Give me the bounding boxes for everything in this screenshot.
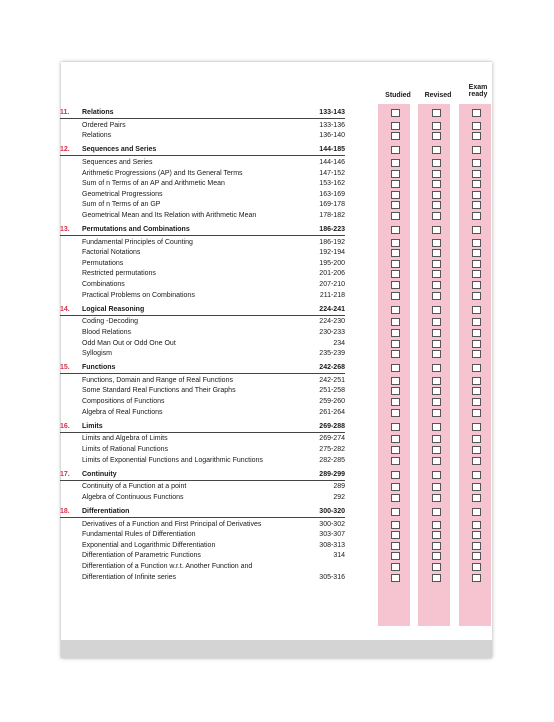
topic-pages: 305-316 — [319, 573, 345, 581]
topic-row — [0, 291, 554, 301]
topic-pages: 261-264 — [319, 408, 345, 416]
exam-ready-checkbox[interactable] — [472, 122, 481, 130]
topic-title: Sequences and Series — [82, 158, 153, 166]
topic-row — [0, 562, 554, 572]
topic-pages: 178-182 — [319, 211, 345, 219]
studied-checkbox[interactable] — [391, 340, 400, 348]
topic-pages: 259-260 — [319, 398, 345, 405]
revised-checkbox[interactable] — [432, 329, 441, 337]
exam-ready-checkbox[interactable] — [472, 494, 481, 502]
revised-checkbox[interactable] — [432, 306, 441, 314]
topic-row — [0, 190, 554, 200]
topic-title: Algebra of Continuous Functions — [82, 493, 184, 501]
exam-ready-checkbox[interactable] — [472, 483, 481, 491]
topic-title: Geometrical Mean and Its Relation with Arithmetic Mean — [82, 211, 257, 219]
topic-pages: 230-233 — [319, 328, 345, 336]
topic-pages: 211-218 — [319, 291, 345, 299]
revised-checkbox[interactable] — [432, 132, 441, 140]
topic-title: Some Standard Real Functions and Their Graphs — [82, 387, 236, 395]
topic-row — [0, 573, 554, 583]
section-pages: 144-185 — [319, 146, 345, 154]
exam-ready-checkbox[interactable] — [472, 201, 481, 209]
revised-checkbox[interactable] — [432, 552, 441, 560]
topic-row — [0, 482, 554, 492]
studied-checkbox[interactable] — [391, 170, 400, 178]
revised-checkbox[interactable] — [432, 409, 441, 417]
section-underline — [60, 118, 345, 119]
exam-ready-checkbox[interactable] — [472, 531, 481, 539]
section-title: Relations — [82, 109, 114, 116]
revised-checkbox[interactable] — [432, 508, 441, 516]
revised-checkbox[interactable] — [432, 239, 441, 247]
exam-ready-checkbox[interactable] — [472, 239, 481, 247]
exam-ready-checkbox[interactable] — [472, 542, 481, 550]
topic-title: Limits and Algebra of Limits — [82, 435, 168, 443]
studied-checkbox[interactable] — [391, 329, 400, 337]
exam-ready-checkbox[interactable] — [472, 132, 481, 140]
topic-row — [0, 169, 554, 179]
topic-pages: 224-230 — [319, 318, 345, 326]
topic-title: Geometrical Progressions — [82, 190, 163, 198]
topic-row — [0, 397, 554, 407]
exam-ready-checkbox[interactable] — [472, 446, 481, 454]
studied-checkbox[interactable] — [391, 446, 400, 454]
topic-row — [0, 211, 554, 221]
studied-checkbox[interactable] — [391, 270, 400, 278]
revised-checkbox[interactable] — [432, 260, 441, 268]
revised-checkbox[interactable] — [432, 521, 441, 529]
revised-checkbox[interactable] — [432, 574, 441, 582]
revised-checkbox[interactable] — [432, 212, 441, 220]
exam-ready-checkbox[interactable] — [472, 212, 481, 220]
section-underline — [60, 373, 345, 374]
topic-title: Fundamental Rules of Differentiation — [82, 531, 196, 539]
topic-title: Continuity of a Function at a point — [82, 483, 187, 491]
topic-pages: 133-136 — [319, 121, 345, 129]
topic-pages: 235-239 — [319, 350, 345, 358]
topic-title: Functions, Domain and Range of Real Functions — [82, 376, 233, 384]
topic-pages: 201-206 — [319, 270, 345, 278]
studied-checkbox[interactable] — [391, 122, 400, 130]
topic-title: Combinations — [82, 281, 125, 288]
studied-checkbox[interactable] — [391, 191, 400, 199]
exam-ready-checkbox[interactable] — [472, 387, 481, 395]
topic-row — [0, 349, 554, 359]
exam-ready-checkbox[interactable] — [472, 435, 481, 443]
studied-checkbox[interactable] — [391, 180, 400, 188]
topic-pages: 163-169 — [319, 190, 345, 198]
section-row — [0, 470, 554, 480]
studied-checkbox[interactable] — [391, 159, 400, 167]
exam-ready-checkbox[interactable] — [472, 508, 481, 516]
topic-pages: 234 — [333, 339, 345, 347]
studied-checkbox[interactable] — [391, 146, 400, 154]
revised-checkbox[interactable] — [432, 226, 441, 234]
topic-title: Ordered Pairs — [82, 121, 126, 129]
section-pages: 242-268 — [319, 364, 345, 372]
exam-ready-checkbox[interactable] — [472, 318, 481, 326]
section-pages: 269-288 — [319, 422, 345, 430]
topic-title: Odd Man Out or Odd One Out — [82, 339, 176, 347]
section-number: 12. — [60, 146, 70, 154]
revised-checkbox[interactable] — [432, 542, 441, 550]
topic-row — [0, 530, 554, 540]
exam-ready-checkbox[interactable] — [472, 364, 481, 372]
studied-checkbox[interactable] — [391, 212, 400, 220]
revised-checkbox[interactable] — [432, 350, 441, 358]
topic-pages: 153-162 — [319, 180, 345, 188]
studied-checkbox[interactable] — [391, 260, 400, 268]
topic-pages: 251-258 — [319, 387, 345, 395]
topic-title: Factorial Notations — [82, 249, 141, 257]
topic-pages: 169-178 — [319, 201, 345, 209]
studied-checkbox[interactable] — [391, 201, 400, 209]
section-row — [0, 363, 554, 373]
exam-ready-checkbox[interactable] — [472, 109, 481, 117]
studied-checkbox[interactable] — [391, 471, 400, 479]
revised-checkbox[interactable] — [432, 270, 441, 278]
section-row — [0, 422, 554, 432]
studied-checkbox[interactable] — [391, 306, 400, 314]
topic-row — [0, 339, 554, 349]
revised-checkbox[interactable] — [432, 494, 441, 502]
studied-checkbox[interactable] — [391, 387, 400, 395]
topic-row — [0, 238, 554, 248]
studied-checkbox[interactable] — [391, 552, 400, 560]
topic-pages: 207-210 — [319, 281, 345, 288]
topic-pages: 308-313 — [319, 541, 345, 549]
section-number: 11. — [60, 109, 70, 116]
studied-checkbox[interactable] — [391, 531, 400, 539]
revised-checkbox[interactable] — [432, 146, 441, 154]
topic-pages: 269-274 — [319, 435, 345, 443]
topic-title: Sum of n Terms of an GP — [82, 201, 161, 209]
exam-ready-checkbox[interactable] — [472, 329, 481, 337]
topic-row — [0, 434, 554, 444]
studied-checkbox[interactable] — [391, 435, 400, 443]
revised-checkbox[interactable] — [432, 377, 441, 385]
section-title: Differentiation — [82, 507, 130, 515]
topic-title: Relations — [82, 132, 112, 140]
exam-ready-checkbox[interactable] — [472, 170, 481, 178]
section-title: Sequences and Series — [82, 146, 157, 154]
topic-pages: 282-285 — [319, 456, 345, 464]
studied-checkbox[interactable] — [391, 574, 400, 582]
studied-checkbox[interactable] — [391, 457, 400, 465]
revised-checkbox[interactable] — [432, 318, 441, 326]
section-row — [0, 305, 554, 315]
studied-checkbox[interactable] — [391, 292, 400, 300]
section-number: 13. — [60, 226, 70, 233]
topic-title: Differentiation of Parametric Functions — [82, 552, 201, 560]
revised-checkbox[interactable] — [432, 483, 441, 491]
revised-checkbox[interactable] — [432, 170, 441, 178]
topic-title: Arithmetic Progressions (AP) and Its General Terms — [82, 169, 243, 177]
topic-row — [0, 121, 554, 131]
section-row — [0, 108, 554, 118]
topic-row — [0, 158, 554, 168]
revised-checkbox[interactable] — [432, 191, 441, 199]
section-underline — [60, 517, 345, 518]
topic-pages: 186-192 — [319, 238, 345, 246]
topic-row — [0, 280, 554, 290]
section-pages: 300-320 — [319, 507, 345, 515]
studied-checkbox[interactable] — [391, 350, 400, 358]
exam-ready-checkbox[interactable] — [472, 457, 481, 465]
exam-ready-checkbox[interactable] — [472, 270, 481, 278]
topic-row — [0, 269, 554, 279]
topic-title: Practical Problems on Combinations — [82, 291, 195, 299]
section-title: Functions — [82, 364, 116, 372]
studied-checkbox[interactable] — [391, 226, 400, 234]
topic-title: Algebra of Real Functions — [82, 408, 163, 416]
topic-pages: 242-251 — [319, 376, 345, 384]
exam-ready-checkbox[interactable] — [472, 563, 481, 571]
studied-checkbox[interactable] — [391, 239, 400, 247]
exam-ready-checkbox[interactable] — [472, 409, 481, 417]
revised-checkbox[interactable] — [432, 292, 441, 300]
studied-checkbox[interactable] — [391, 132, 400, 140]
section-number: 17. — [60, 470, 70, 478]
topic-pages: 136-140 — [319, 132, 345, 140]
section-underline — [60, 315, 345, 316]
section-title: Limits — [82, 422, 103, 430]
topic-row — [0, 328, 554, 338]
exam-ready-checkbox[interactable] — [472, 552, 481, 560]
studied-checkbox[interactable] — [391, 377, 400, 385]
revised-checkbox[interactable] — [432, 159, 441, 167]
studied-checkbox[interactable] — [391, 281, 400, 289]
topic-title: Differentiation of a Function w.r.t. Another Function and — [82, 562, 253, 570]
studied-checkbox[interactable] — [391, 542, 400, 550]
topic-row — [0, 445, 554, 455]
exam-ready-checkbox[interactable] — [472, 574, 481, 582]
topic-title: Fundamental Principles of Counting — [82, 238, 193, 246]
studied-checkbox[interactable] — [391, 521, 400, 529]
revised-checkbox[interactable] — [432, 471, 441, 479]
topic-title: Restricted permutations — [82, 270, 156, 278]
topic-pages: 300-302 — [319, 520, 345, 528]
column-header-exam-ready: Exam ready — [468, 84, 488, 98]
topic-pages: 192-194 — [319, 249, 345, 257]
revised-checkbox[interactable] — [432, 398, 441, 406]
topic-pages: 144-146 — [319, 158, 345, 166]
section-pages: 186-223 — [319, 226, 345, 233]
exam-ready-checkbox[interactable] — [472, 471, 481, 479]
topic-title: Limits of Rational Functions — [82, 445, 168, 453]
topic-row — [0, 551, 554, 561]
exam-ready-checkbox[interactable] — [472, 423, 481, 431]
section-title: Continuity — [82, 470, 117, 478]
topic-title: Permutations — [82, 259, 124, 267]
revised-checkbox[interactable] — [432, 457, 441, 465]
revised-checkbox[interactable] — [432, 446, 441, 454]
section-row — [0, 225, 554, 235]
studied-checkbox[interactable] — [391, 249, 400, 257]
page-footer-band — [61, 640, 492, 658]
section-row — [0, 507, 554, 517]
section-underline — [60, 480, 345, 481]
topic-row — [0, 179, 554, 189]
topic-row — [0, 541, 554, 551]
studied-checkbox[interactable] — [391, 494, 400, 502]
section-number: 15. — [60, 364, 70, 372]
exam-ready-checkbox[interactable] — [472, 159, 481, 167]
topic-row — [0, 386, 554, 396]
exam-ready-checkbox[interactable] — [472, 377, 481, 385]
topic-title: Sum of n Terms of an AP and Arithmetic Mean — [82, 180, 225, 188]
topic-row — [0, 200, 554, 210]
studied-checkbox[interactable] — [391, 423, 400, 431]
topic-title: Compositions of Functions — [82, 398, 165, 405]
topic-row — [0, 520, 554, 530]
revised-checkbox[interactable] — [432, 435, 441, 443]
exam-ready-checkbox[interactable] — [472, 191, 481, 199]
column-header-revised: Revised — [424, 92, 452, 99]
revised-checkbox[interactable] — [432, 423, 441, 431]
section-underline — [60, 155, 345, 156]
studied-checkbox[interactable] — [391, 398, 400, 406]
studied-checkbox[interactable] — [391, 508, 400, 516]
topic-row — [0, 408, 554, 418]
exam-ready-checkbox[interactable] — [472, 146, 481, 154]
topic-pages: 303-307 — [319, 531, 345, 539]
topic-pages: 314 — [333, 552, 345, 560]
revised-checkbox[interactable] — [432, 249, 441, 257]
revised-checkbox[interactable] — [432, 340, 441, 348]
studied-checkbox[interactable] — [391, 563, 400, 571]
section-title: Logical Reasoning — [82, 305, 145, 313]
revised-checkbox[interactable] — [432, 281, 441, 289]
section-number: 14. — [60, 305, 70, 313]
topic-pages: 292 — [333, 493, 345, 501]
studied-checkbox[interactable] — [391, 318, 400, 326]
revised-checkbox[interactable] — [432, 122, 441, 130]
studied-checkbox[interactable] — [391, 409, 400, 417]
topic-title: Exponential and Logarithmic Differentiation — [82, 541, 216, 549]
studied-checkbox[interactable] — [391, 109, 400, 117]
topic-row — [0, 248, 554, 258]
revised-checkbox[interactable] — [432, 531, 441, 539]
topic-row — [0, 456, 554, 466]
revised-checkbox[interactable] — [432, 180, 441, 188]
topic-title: Syllogism — [82, 350, 112, 358]
revised-checkbox[interactable] — [432, 364, 441, 372]
revised-checkbox[interactable] — [432, 201, 441, 209]
exam-ready-checkbox[interactable] — [472, 180, 481, 188]
revised-checkbox[interactable] — [432, 109, 441, 117]
topic-row — [0, 131, 554, 141]
section-title: Permutations and Combinations — [82, 226, 190, 233]
column-header-studied: Studied — [385, 92, 411, 99]
topic-pages: 289 — [333, 483, 345, 491]
exam-ready-checkbox[interactable] — [472, 226, 481, 234]
exam-ready-checkbox[interactable] — [472, 306, 481, 314]
topic-row — [0, 259, 554, 269]
section-underline — [60, 432, 345, 433]
studied-checkbox[interactable] — [391, 364, 400, 372]
section-pages: 289-299 — [319, 470, 345, 478]
exam-ready-checkbox[interactable] — [472, 350, 481, 358]
studied-checkbox[interactable] — [391, 483, 400, 491]
exam-ready-checkbox[interactable] — [472, 281, 481, 289]
topic-pages: 275-282 — [319, 445, 345, 453]
section-number: 18. — [60, 507, 70, 515]
exam-ready-checkbox[interactable] — [472, 260, 481, 268]
topic-title: Coding -Decoding — [82, 318, 139, 326]
exam-ready-checkbox[interactable] — [472, 249, 481, 257]
revised-checkbox[interactable] — [432, 563, 441, 571]
section-pages: 224-241 — [319, 305, 345, 313]
revised-checkbox[interactable] — [432, 387, 441, 395]
topic-title: Differentiation of Infinite series — [82, 573, 177, 581]
exam-ready-checkbox[interactable] — [472, 521, 481, 529]
topic-title: Blood Relations — [82, 328, 132, 336]
exam-ready-checkbox[interactable] — [472, 292, 481, 300]
exam-ready-checkbox[interactable] — [472, 398, 481, 406]
topic-pages: 147-152 — [319, 169, 345, 177]
topic-row — [0, 376, 554, 386]
topic-title: Derivatives of a Function and First Principal of Derivatives — [82, 520, 262, 528]
exam-ready-checkbox[interactable] — [472, 340, 481, 348]
section-pages: 133-143 — [319, 109, 345, 116]
topic-row — [0, 493, 554, 503]
topic-row — [0, 317, 554, 327]
section-row — [0, 145, 554, 155]
section-number: 16. — [60, 422, 70, 430]
topic-pages: 195-200 — [319, 259, 345, 267]
section-underline — [60, 235, 345, 236]
topic-title: Limits of Exponential Functions and Logarithmic Functions — [82, 456, 263, 464]
